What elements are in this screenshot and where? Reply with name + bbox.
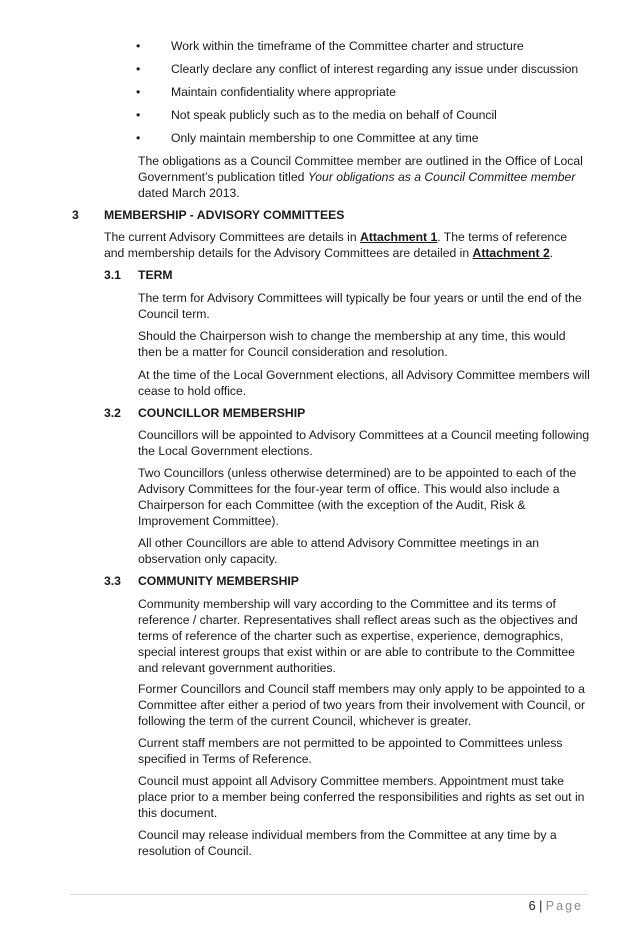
section-intro-paragraph bbox=[104, 229, 582, 261]
obligations-text-end: dated March 2013. bbox=[138, 186, 240, 200]
term-paragraph-1: The term for Advisory Committees will typically be four years or until the end of the Council term. bbox=[138, 291, 582, 321]
attachment-2-link[interactable]: Attachment 2 bbox=[472, 246, 550, 260]
community-paragraph-1: Community membership will vary according to the Committee and its terms of reference / charter. Representatives shall reflect areas such as the objectives and terms of reference of the charter such as expertise, experience, demographics, special interest groups that exist within or are able to contribute to the Committee and relevant government authorities. bbox=[138, 597, 578, 675]
councillor-paragraph-3: All other Councillors are able to attend Advisory Committee meetings in an observation only capacity. bbox=[138, 536, 540, 566]
subsection-title: TERM bbox=[138, 268, 173, 282]
councillor-paragraph-1: Councillors will be appointed to Advisory Committees at a Council meeting following the Local Government elections. bbox=[138, 428, 590, 458]
bullet-text: Maintain confidentiality where appropriate bbox=[171, 85, 396, 99]
list-item bbox=[136, 84, 596, 107]
bullet-icon: • bbox=[136, 131, 141, 145]
community-paragraph-3: Current staff members are not permitted to be appointed to Committees unless specified in Terms of Reference. bbox=[138, 736, 563, 766]
page-number: 6 bbox=[528, 899, 536, 913]
subsection-title: COUNCILLOR MEMBERSHIP bbox=[138, 406, 306, 420]
attachment-1-link[interactable]: Attachment 1 bbox=[360, 230, 438, 244]
section-title: MEMBERSHIP - ADVISORY COMMITTEES bbox=[104, 208, 345, 222]
subsection-number: 3.2 bbox=[104, 406, 121, 420]
bullet-icon: • bbox=[136, 39, 141, 53]
page-label: Page bbox=[545, 899, 583, 913]
community-paragraph-2: Former Councillors and Council staff members may only apply to be appointed to a Committee after either a period of two years from their involvement with Council, or following the term of the current Council, whichever is greater. bbox=[138, 682, 586, 728]
obligations-bullet-list bbox=[136, 38, 596, 153]
community-paragraph-5: Council may release individual members from the Committee at any time by a resolution of Council. bbox=[138, 828, 557, 858]
page-footer bbox=[529, 898, 583, 914]
bullet-text: Not speak publicly such as to the media on behalf of Council bbox=[171, 108, 497, 122]
intro-text: . The terms of reference and membership details for the Advisory Committees are detailed in bbox=[104, 230, 568, 260]
bullet-text: Work within the timeframe of the Committee charter and structure bbox=[171, 39, 524, 53]
list-item bbox=[136, 107, 596, 130]
intro-text: The current Advisory Committees are details in bbox=[104, 230, 361, 244]
subsection-number: 3.3 bbox=[104, 574, 121, 588]
list-item bbox=[136, 130, 596, 153]
bullet-icon: • bbox=[136, 62, 141, 76]
list-item bbox=[136, 61, 596, 84]
obligations-text-start: The obligations as a Council Committee member are outlined in the Office of Local Government’s publication titled bbox=[138, 154, 583, 184]
footer-divider bbox=[70, 894, 588, 895]
term-paragraph-2: Should the Chairperson wish to change the membership at any time, this would then be a matter for Council consideration and resolution. bbox=[138, 329, 566, 359]
obligations-paragraph bbox=[138, 153, 590, 201]
intro-text: . bbox=[549, 246, 554, 260]
bullet-icon: • bbox=[136, 108, 141, 122]
bullet-text: Clearly declare any conflict of interest regarding any issue under discussion bbox=[171, 62, 579, 76]
section-number: 3 bbox=[72, 208, 79, 222]
bullet-text: Only maintain membership to one Committee at any time bbox=[171, 131, 479, 145]
term-paragraph-3: At the time of the Local Government elections, all Advisory Committee members will cease to hold office. bbox=[138, 368, 590, 398]
subsection-number: 3.1 bbox=[104, 268, 121, 282]
list-item bbox=[136, 38, 596, 61]
footer-separator: | bbox=[539, 899, 543, 913]
publication-title: Your obligations as a Council Committee member bbox=[307, 170, 576, 184]
community-paragraph-4: Council must appoint all Advisory Committee members. Appointment must take place prior to a member being conferred the responsibilities and rights as set out in this document. bbox=[138, 774, 585, 820]
councillor-paragraph-2: Two Councillors (unless otherwise determined) are to be appointed to each of the Advisory Committees for the four-year term of office. This would also include a Chairperson for each Committee (with the exception of the Audit, Risk & Improvement Committee). bbox=[138, 466, 577, 528]
bullet-icon: • bbox=[136, 85, 141, 99]
subsection-title: COMMUNITY MEMBERSHIP bbox=[138, 574, 299, 588]
